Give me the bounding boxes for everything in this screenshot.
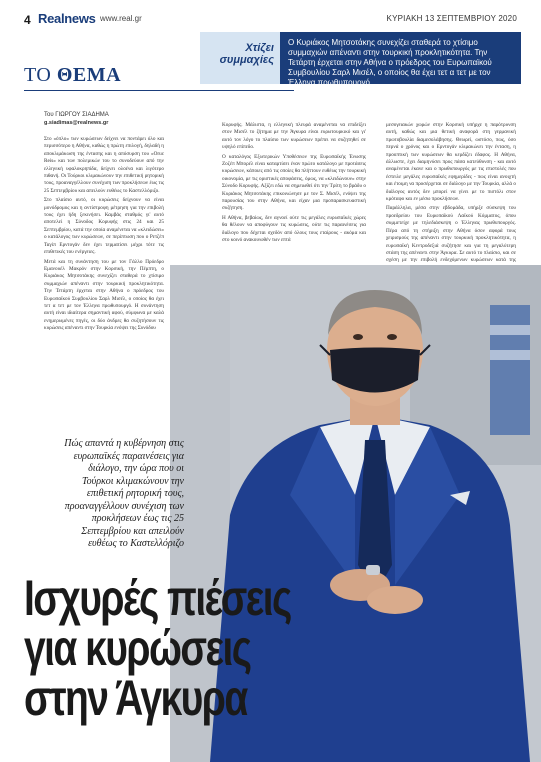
brand-url: www.real.gr <box>100 14 142 23</box>
sidebox-label-line2: συμμαχίες <box>219 54 274 66</box>
article-column-1 <box>44 136 164 335</box>
pull-quote: Πώς απαντά η κυβέρνηση στις ευρωπαϊκές παραινέσεις για διάλογο, την ώρα που οι Τούρκοι κλιμακώνουν την επιθετική ρητορική τους, προαναγγέλλουν συνέχιση των προκλήσεων έως τις 25 Σεπτεμβρίου και απειλούν ευθέως το Καστελλόριζο <box>64 438 184 549</box>
author-email: g.siadimas@realnews.gr <box>44 120 109 126</box>
paragraph: Παράλληλα, μέσα στην εβδομάδα, υπήρξε σύσκεψη του προεδρείου του Ευρωπαϊκού Λαϊκού Κόμματος, όπου συμμετείχε με τηλεδιάσκεψη ο Έλληνας πρωθυπουργός. Πέρα από τη στήριξη στην Αθήνα όσον αφορά τους χειρισμούς της απέναντι στην τουρκική προκλητικότητα, η ευρωπαϊκή Κεντροδεξιά συζήτησε και για τη μεγαλύτερη στάση της απέναντι στην Άγκυρα. Σε αυτό το πλαίσιο, και σε σχέση με την επιβολή ενδεχόμενων κυρώσεων κατά της <box>386 205 516 264</box>
paragraph: Μετά και τη συνάντηση του με τον Γάλλο Πρόεδρο Εμανουέλ Μακρόν στην Κορσική, την Πέμπτη, ο Κυριάκος Μητσοτάκης συνεχίζει σταθερά το χτίσιμο συμμαχιών απέναντι στην τουρκική προκλητικότητα. Την Τετάρτη έρχεται στην Αθήνα ο πρόεδρος του Ευρωπαϊκού Συμβουλίου Σαρλ Μισέλ, ο οποίος θα έχει τετ α τετ με τον Έλληνα πρωθυπουργό. Η συνάντηση αυτή είναι ιδιαίτερα σημαντική αφού, σύμφωνα με καλά ενημερωμένες πηγές, οι δύο άνδρες θα συζητήσουν τις κυρώσεις απέναντι στην Τουρκία ενόψει της Συνόδου <box>44 258 164 332</box>
section-divider <box>24 90 294 91</box>
headline-line-1: Ισχυρές πιέσεις <box>24 570 291 626</box>
issue-date: ΚΥΡΙΑΚΗ 13 ΣΕΠΤΕΜΒΡΙΟΥ 2020 <box>386 14 517 23</box>
section-name: ΘΕΜΑ <box>56 64 122 86</box>
article-column-2 <box>222 122 366 247</box>
brand-logo: Realnews <box>38 11 96 26</box>
paragraph: Στο «όπλο» των κυρώσεων δείχνει να ποντάρει όλο και περισσότερο η Αθήνα, καθώς η πρώτη επιλογή, δηλαδή η αποκλιμάκωση της έντασης και η απόσυρση του «Oruc Reis» και των πολεμικών του το συνοδεύουν από την ελληνική υφαλοκρηπίδα, δείχνει ολοένα και λιγότερο πιθανή. Οι Τούρκοι κλιμακώνουν την επιθετική ρητορική τους, προαναγγέλλουν συνέχιση των προκλήσεων έως τις 25 Σεπτεμβρίου και απειλούν ευθέως το Καστελλόριζο. <box>44 136 164 194</box>
paragraph: μεσογειακών χωρών στην Κορσική υπήρχε η παρότρυνση αυτή, καθώς και μια θετική αναφορά στη γερμανική πρωτοβουλία διαμεσολάβησης. Θεωρεί, ωστόσο, πως, όσο περνά ο χρόνος και ο Ερντογάν κλιμακώνει την ένταση, η προοπτική των κυρώσεων θα κερδίζει έδαφος. Η Αθήνα, άλλωστε, έχει διαμηνύσει προς πάσα κατεύθυνση - και αυτό αναμένεται έκανε και ο πρωθυπουργός με τις επιστολές που έστειλε μεγάλες ευρωπαϊκές εφημερίδες - πως είναι ανοιχτή και έτοιμη να προσέρχεται σε διάλογο με την Τουρκία, αλλά ο διάλογος αυτός δεν μπορεί να γίνει με το πιστόλι στον κρόταφο και εν μέσω προκλήσεων. <box>386 122 516 203</box>
paragraph: Η Αθήνα, βεβαίως, δεν αγνοεί ούτε τις μεγάλες ευρωπαϊκές χώρες θα θέλουν να αποφύγουν τις κυρώσεις, ούτε τις παραινέσεις για διάλογο που δέχεται σχεδόν από όλους τους εταίρους - ακόμα και στο κοινό ανακοινωθέν των επτά <box>222 214 366 244</box>
section-prefix: ΤΟ <box>24 64 57 86</box>
page-number: 4 <box>24 13 31 27</box>
page-header <box>0 0 541 28</box>
section-tag <box>24 64 121 87</box>
headline-line-2: για κυρώσεις <box>24 620 251 676</box>
headline <box>24 570 291 726</box>
sidebox-text: Ο Κυριάκος Μητσοτάκης συνεχίζει σταθερά το χτίσιμο συμμαχιών απέναντι στην τουρκική προκλητικότητα. Την Τετάρτη έρχεται στην Αθήνα ο πρόεδρος του Ευρωπαϊκού Συμβουλίου Σαρλ Μισέλ, ο οποίος θα έχει τετ α τετ με τον Έλληνα πρωθυπουργό <box>280 32 521 84</box>
byline <box>44 112 109 126</box>
sidebox-label-line1: Χτίζει <box>245 42 274 54</box>
author-name: Του ΓΙΩΡΓΟΥ ΣΙΑΔΗΜΑ <box>44 112 109 118</box>
headline-line-3: στην Άγκυρα <box>24 670 247 726</box>
paragraph: Στο πλαίσιο αυτό, οι κυρώσεις δείχνουν να είναι μονόδρομος και η αντίστροφη μέτρηση για την επιβολή τους έχει ήδη ξεκινήσει. Καμβάς σταθμός γι' αυτό αποτελεί η Σύνοδος Κορυφής στις 24 και 25 Σεπτεμβρίου, κατά την οποία αναμένεται να «κλειδώσει» ο κατάλογος των κυρώσεων, σε περίπτωση που ο Ρετζέπ Ταγίπ Ερντογάν δεν έχει τερματίσει μέχρι τότε τις επιθετικές του ενέργειες. <box>44 197 164 256</box>
paragraph: Ο καταλόγος Εξωτερικών Υποθέσεων της Ευρωπαϊκής Ένωσης Ζοζέπ Μπορέλ είναι καταρτίσει έναν πρώτο κατάλογο με προτάσεις κυρώσεων, κάποιες από τις οποίες θα πλήττουν ευθέως την τουρκική οικονομία, με τις οριστικές αποφάσεις, όμως, να «κλειδώνουν» στην Σύνοδο Κορυφής. Αξίζει εδώ να σημειωθεί ότι την Τρίτη το βράδυ ο Κυριάκος Μητσοτάκης επικοινώνησε με τον Σ. Μισέλ, ενόψει της παρουσίας του στην Αθήνα, και είχαν μια προπαρασκευαστική συζήτηση. <box>222 153 366 212</box>
paragraph: Κορυφής. Μάλιστα, η ελληνική πλευρά αναμένεται να επιδείξει στον Μισέλ το ζήτημα με την Άγκυρα είναι ευρωτουρκικό και γι' αυτό τον λόγο το πλαίσιο των κυρώσεων πρέπει να συζητηθεί σε υψηλό επίπεδο. <box>222 122 366 151</box>
sidebox-label <box>200 32 280 84</box>
